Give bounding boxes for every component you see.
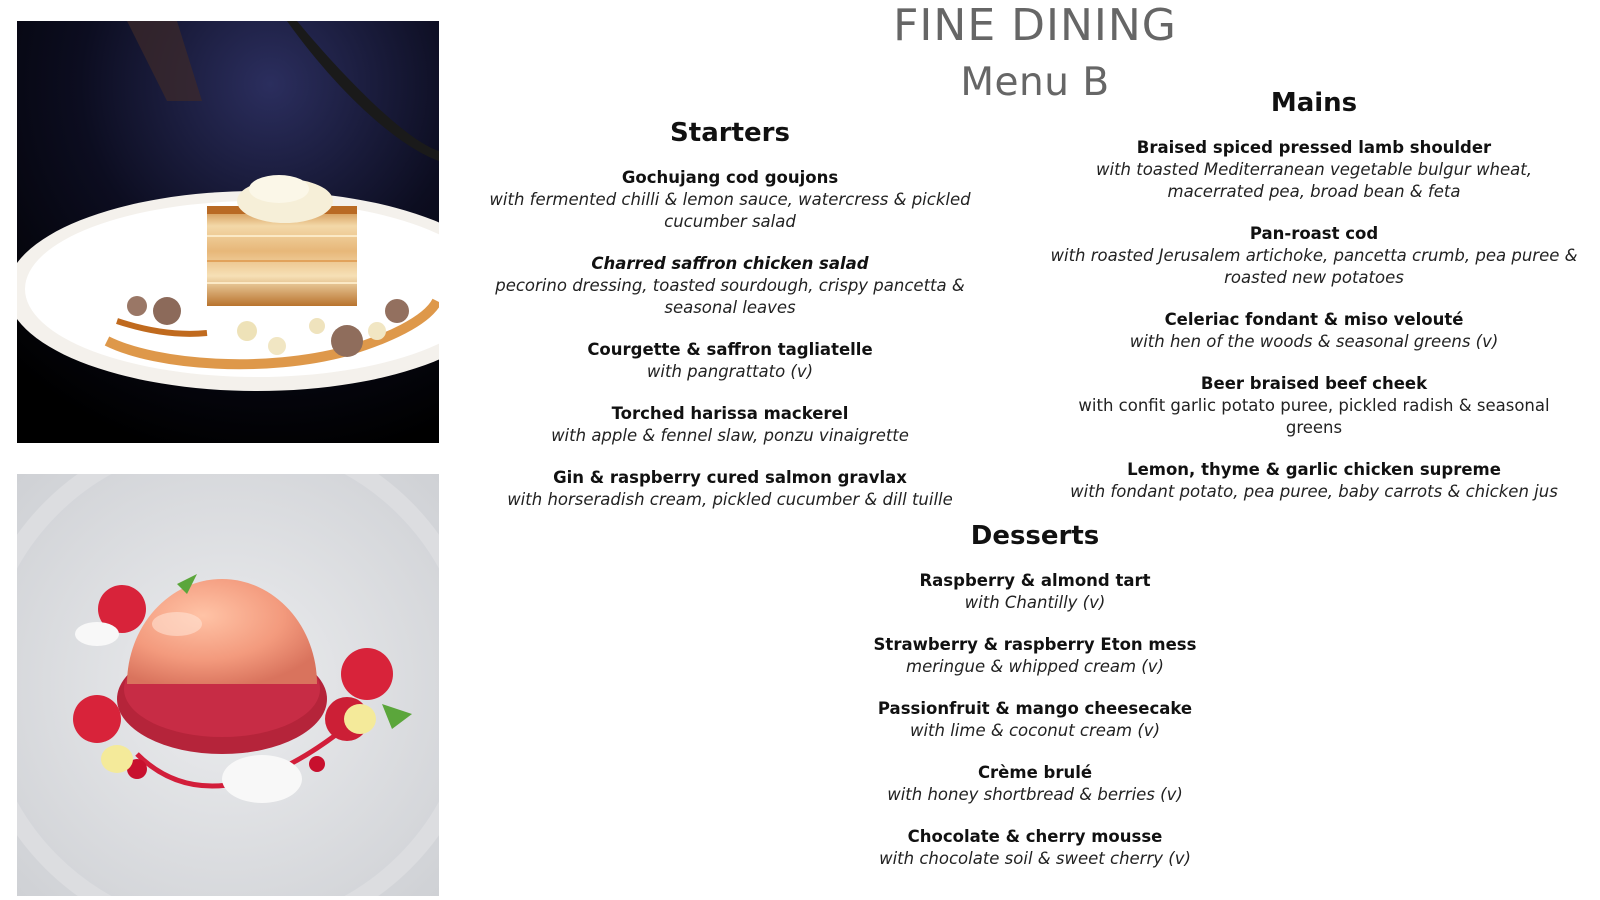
- dish-description: with pangrattato (v): [646, 362, 814, 382]
- menu-item: [1040, 309, 1588, 353]
- dish-name: Crème brulé: [977, 763, 1093, 783]
- menu-item: [1040, 373, 1588, 439]
- starters-section: [487, 118, 973, 531]
- menu-item: [487, 253, 973, 319]
- menu-item: [840, 570, 1230, 614]
- dish-name: Strawberry & raspberry Eton mess: [873, 635, 1197, 655]
- dish-name: Charred saffron chicken salad: [591, 254, 869, 274]
- dish-name: Braised spiced pressed lamb shoulder: [1136, 138, 1492, 158]
- menu-item: [487, 339, 973, 383]
- menu-item: [840, 634, 1230, 678]
- dish-name: Beer braised beef cheek: [1200, 374, 1428, 394]
- dish-name: Lemon, thyme & garlic chicken supreme: [1127, 460, 1501, 480]
- menu-item: [487, 467, 973, 511]
- dish-name: Chocolate & cherry mousse: [907, 827, 1163, 847]
- dish-name: Celeriac fondant & miso velouté: [1164, 310, 1464, 330]
- dish-name: Gin & raspberry cured salmon gravlax: [553, 468, 907, 488]
- dish-description: with fermented chilli & lemon sauce, watercress & pickled cucumber salad: [489, 190, 971, 232]
- menu-item: [840, 762, 1230, 806]
- dish-description: with hen of the woods & seasonal greens (v): [1129, 332, 1499, 352]
- menu-item: [840, 698, 1230, 742]
- dish-description: with toasted Mediterranean vegetable bulgur wheat, macerrated pea, broad bean & feta: [1095, 160, 1532, 202]
- dish-description: with fondant potato, pea puree, baby carrots & chicken jus: [1070, 482, 1558, 502]
- mains-section: [1040, 88, 1588, 523]
- dish-name: Passionfruit & mango cheesecake: [877, 699, 1193, 719]
- raspberry-dome-dessert-photo: [17, 474, 439, 896]
- menu-item: [1040, 137, 1588, 203]
- dish-name: Courgette & saffron tagliatelle: [587, 340, 873, 360]
- dish-description: with apple & fennel slaw, ponzu vinaigrette: [551, 426, 909, 446]
- dish-description: with honey shortbread & berries (v): [887, 785, 1183, 805]
- dish-description: with confit garlic potato puree, pickled radish & seasonal greens: [1078, 396, 1550, 438]
- dish-description: pecorino dressing, toasted sourdough, crispy pancetta & seasonal leaves: [495, 276, 965, 318]
- desserts-section: [840, 521, 1230, 890]
- pork-belly-dish-photo: [17, 21, 439, 443]
- dish-description: with chocolate soil & sweet cherry (v): [879, 849, 1191, 869]
- dish-description: with lime & coconut cream (v): [909, 721, 1161, 741]
- dish-name: Raspberry & almond tart: [919, 571, 1151, 591]
- menu-item: [487, 403, 973, 447]
- desserts-heading: Desserts: [970, 521, 1100, 551]
- menu-item: [487, 167, 973, 233]
- dish-description: meringue & whipped cream (v): [906, 657, 1164, 677]
- menu-item: [1040, 223, 1588, 289]
- menu-item: [840, 826, 1230, 870]
- dish-description: with horseradish cream, pickled cucumber & dill tuille: [507, 490, 953, 510]
- dish-description: with roasted Jerusalem artichoke, pancetta crumb, pea puree & roasted new potatoes: [1050, 246, 1578, 288]
- dish-name: Torched harissa mackerel: [611, 404, 849, 424]
- dish-description: with Chantilly (v): [964, 593, 1106, 613]
- menu-subtitle: Menu B: [960, 60, 1110, 105]
- menu-title: FINE DINING: [893, 0, 1177, 51]
- menu-item: [1040, 459, 1588, 503]
- starters-heading: Starters: [670, 118, 790, 148]
- mains-heading: Mains: [1270, 88, 1358, 118]
- dish-name: Gochujang cod goujons: [621, 168, 839, 188]
- dish-name: Pan-roast cod: [1249, 224, 1379, 244]
